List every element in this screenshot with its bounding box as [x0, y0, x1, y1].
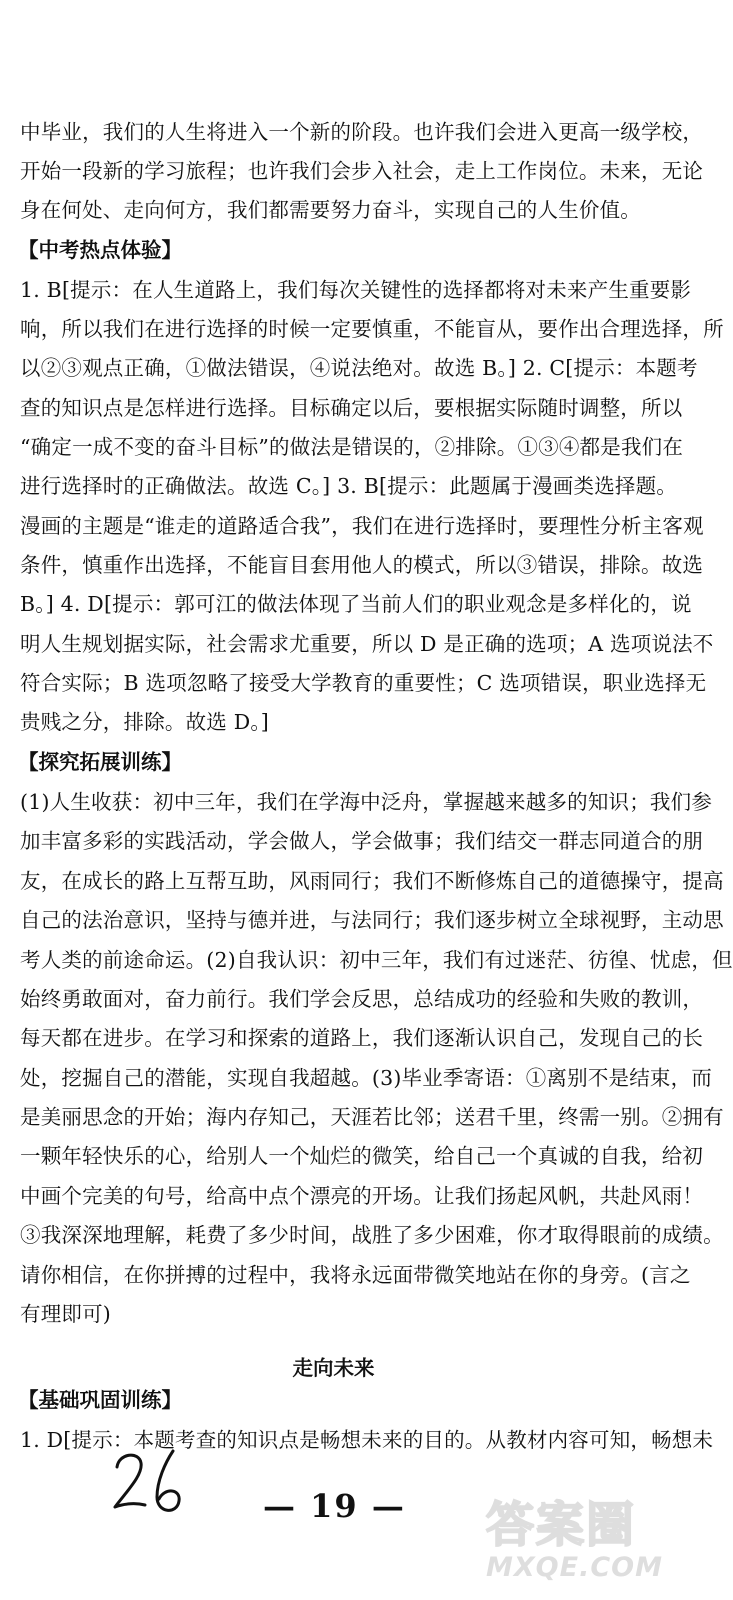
watermark-logo — [478, 1478, 663, 1593]
text-line: “确定一成不变的奋斗目标”的做法是错误的，②排除。①③④都是我们在 — [20, 435, 684, 459]
text-line: 条件，慎重作出选择，不能盲目套用他人的模式，所以③错误，排除。故选 — [20, 553, 704, 577]
text-line: ③我深深地理解，耗费了多少时间，战胜了多少困难，你才取得眼前的成绩。 — [20, 1223, 724, 1247]
watermark-chars: 答案圈 — [486, 1497, 637, 1553]
handwritten-note — [105, 1445, 195, 1529]
text-line: 身在何处、走向何方，我们都需要努力奋斗，实现自己的人生价值。 — [20, 198, 641, 222]
watermark-url: MXQE.COM — [486, 1552, 663, 1583]
text-line: 友，在成长的路上互帮互助，风雨同行；我们不断修炼自己的道德操守，提高 — [20, 869, 724, 893]
text-line: 进行选择时的正确做法。故选 C。] 3. B[提示：此题属于漫画类选择题。 — [20, 474, 678, 498]
text-line: B。] 4. D[提示：郭可江的做法体现了当前人们的职业观念是多样化的，说 — [20, 592, 692, 616]
text-line: 处，挖掘自己的潜能，实现自我超越。(3)毕业季寄语：①离别不是结束，而 — [20, 1066, 713, 1090]
text-line: 开始一段新的学习旅程；也许我们会步入社会，走上工作岗位。未来，无论 — [20, 159, 704, 183]
section-heading-exploration: 【探究拓展训练】 — [18, 750, 182, 774]
text-line: 符合实际；B 选项忽略了接受大学教育的重要性；C 选项错误，职业选择无 — [20, 671, 707, 695]
page-number: — 19 — — [263, 1487, 406, 1525]
text-line: 加丰富多彩的实践活动，学会做人，学会做事；我们结交一群志同道合的朋 — [20, 829, 704, 853]
section-heading-hot-topics: 【中考热点体验】 — [18, 238, 182, 262]
text-line: 漫画的主题是“谁走的道路适合我”，我们在进行选择时，要理性分析主客观 — [20, 514, 704, 538]
text-line: 请你相信，在你拼搏的过程中，我将永远面带微笑地站在你的身旁。(言之 — [20, 1263, 691, 1287]
text-line: 每天都在进步。在学习和探索的道路上，我们逐渐认识自己，发现自己的长 — [20, 1026, 704, 1050]
text-line: 1. D[提示：本题考查的知识点是畅想未来的目的。从教材内容可知，畅想未 — [20, 1428, 714, 1452]
section-heading-basics: 【基础巩固训练】 — [18, 1388, 182, 1412]
text-line: 查的知识点是怎样进行选择。目标确定以后，要根据实际随时调整，所以 — [20, 396, 683, 420]
text-line: 始终勇敢面对，奋力前行。我们学会反思，总结成功的经验和失败的教训， — [20, 987, 704, 1011]
text-line: 贵贱之分，排除。故选 D。] — [20, 710, 269, 734]
text-line: 中画个完美的句号，给高中点个漂亮的开场。让我们扬起风帆，共赴风雨！ — [20, 1184, 704, 1208]
text-line: 自己的法治意识，坚持与德并进，与法同行；我们逐步树立全球视野，主动思 — [20, 908, 724, 932]
text-line: 明人生规划据实际，社会需求尤重要，所以 D 是正确的选项；A 选项说法不 — [20, 632, 714, 656]
text-line: 有理即可) — [20, 1302, 111, 1326]
text-line: 响，所以我们在进行选择的时候一定要慎重，不能盲从，要作出合理选择，所 — [20, 317, 724, 341]
text-line: 是美丽思念的开始；海内存知己，天涯若比邻；送君千里，终需一别。②拥有 — [20, 1105, 724, 1129]
text-line: 一颗年轻快乐的心，给别人一个灿烂的微笑，给自己一个真诚的自我，给初 — [20, 1144, 704, 1168]
handwritten-26-icon — [105, 1445, 195, 1525]
text-line: 考人类的前途命运。(2)自我认识：初中三年，我们有过迷茫、彷徨、忧虑，但 — [20, 948, 733, 972]
section-title-future: 走向未来 — [292, 1356, 375, 1380]
text-line: 中毕业，我们的人生将进入一个新的阶段。也许我们会进入更高一级学校， — [20, 120, 704, 144]
text-line: (1)人生收获：初中三年，我们在学海中泛舟，掌握越来越多的知识；我们参 — [20, 790, 713, 814]
text-line: 以②③观点正确，①做法错误，④说法绝对。故选 B。] 2. C[提示：本题考 — [20, 356, 698, 380]
text-line: 1. B[提示：在人生道路上，我们每次关键性的选择都将对未来产生重要影 — [20, 278, 692, 302]
